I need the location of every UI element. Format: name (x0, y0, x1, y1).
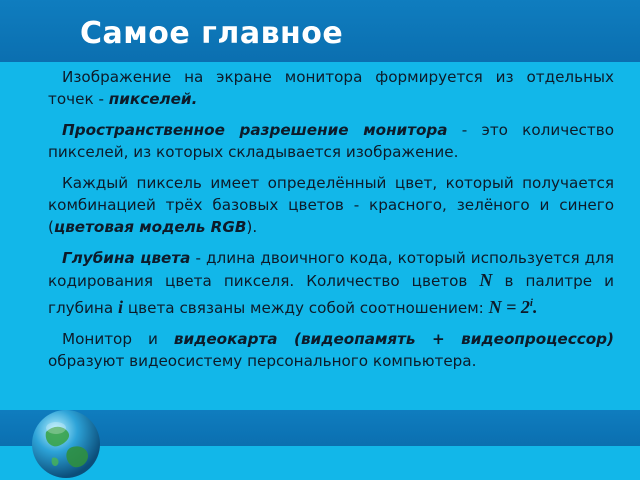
variable-i: i (117, 297, 123, 317)
paragraph-text: - длина двоичного кода, который используется для кодирования цвета пикселя. Количество цветов (48, 249, 615, 290)
paragraph-pixels (48, 66, 614, 110)
paragraph-text: Изображение на экране монитора формируется из отдельных точек - (48, 68, 614, 108)
formula-exponent: i (529, 297, 533, 309)
term-color-depth: Глубина цвета (62, 249, 191, 267)
paragraph-text: ). (246, 218, 258, 236)
variable-n: N (479, 270, 493, 290)
paragraph-text: цвета связаны между собой соотношением: (123, 299, 489, 317)
slide-body (48, 66, 614, 381)
term-pixels: пикселей. (108, 90, 198, 108)
paragraph-text: Каждый пиксель имеет определённый цвет, который получается комбинацией трёх базовых цветов - красного, зелёного и синего ( (48, 174, 614, 236)
slide-title: Самое главное (80, 16, 344, 51)
paragraph-rgb (48, 172, 614, 238)
term-videocard: видеокарта (видеопамять + видеопроцессор) (173, 330, 614, 348)
paragraph-text: в палитре и глубина (48, 272, 615, 317)
formula (489, 297, 538, 317)
globe-icon (30, 408, 102, 480)
paragraph-text: Монитор и (62, 330, 174, 348)
paragraph-videosystem (48, 328, 614, 372)
paragraph-text: - это количество пикселей, из которых складывается изображение. (48, 121, 614, 161)
term-rgb: цветовая модель RGB (53, 218, 247, 236)
term-resolution: Пространственное разрешение монитора (62, 121, 448, 139)
formula-base: N = 2 (488, 297, 530, 317)
paragraph-resolution (48, 119, 614, 163)
paragraph-text: образуют видеосистему персонального компьютера. (48, 352, 477, 370)
formula-end: . (532, 297, 538, 317)
paragraph-color-depth (48, 247, 614, 319)
